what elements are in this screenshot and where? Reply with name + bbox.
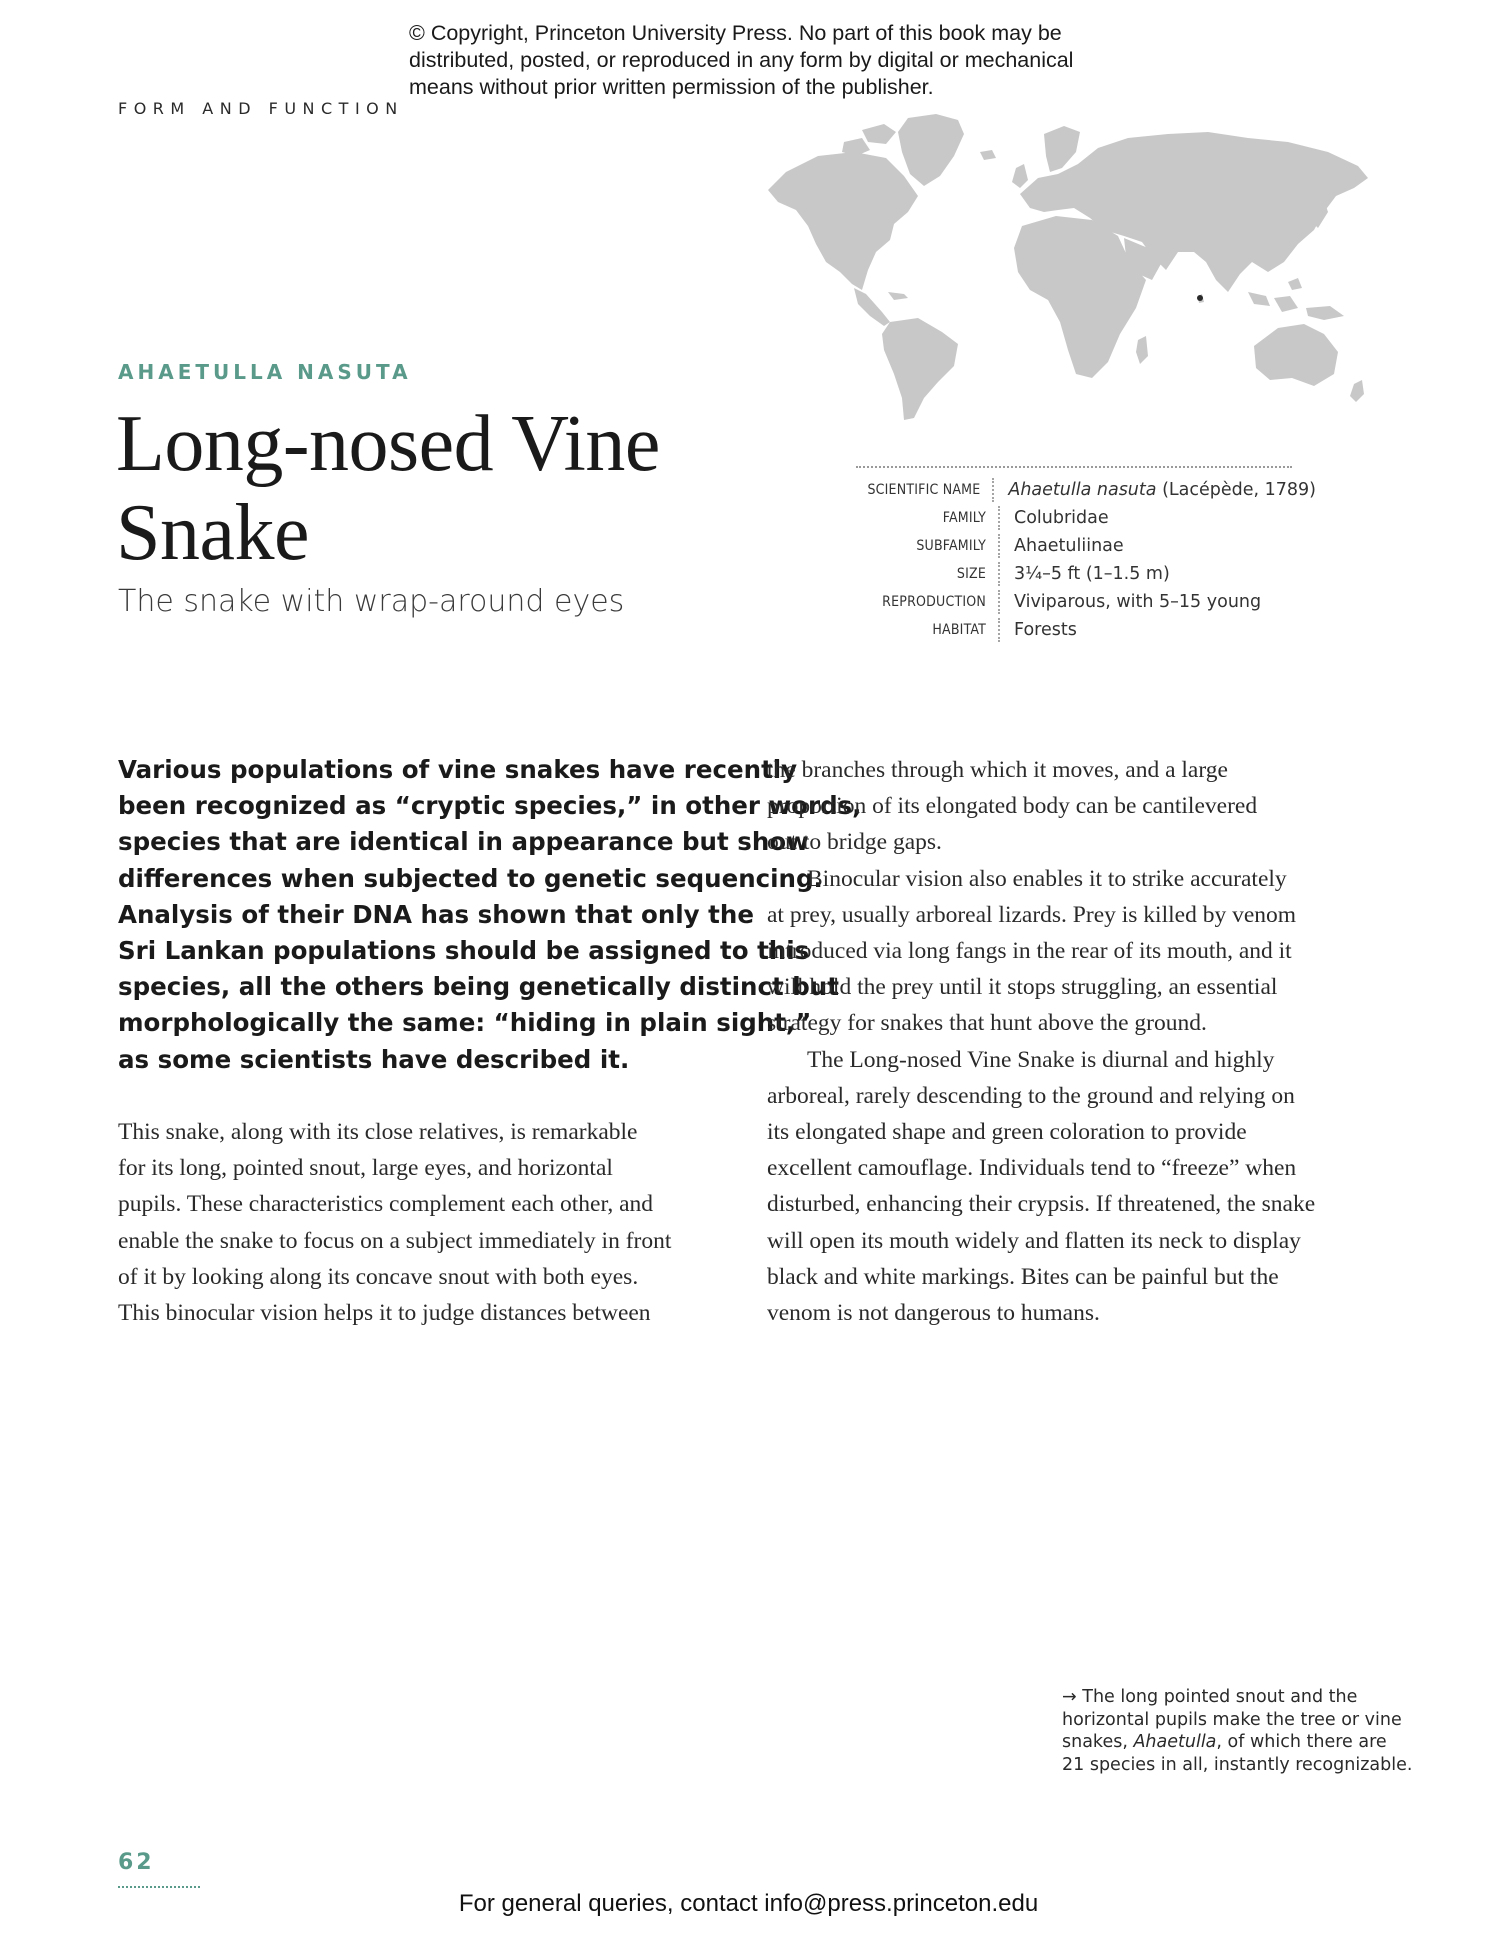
section-heading: FORM AND FUNCTION <box>118 99 404 118</box>
fact-value-text: (Lacépède, 1789) <box>1156 480 1316 500</box>
text-line: enable the snake to focus on a subject immediately in front <box>118 1227 672 1254</box>
text-line: strategy for snakes that hunt above the ground. <box>767 1010 1207 1037</box>
caption-text: The long pointed snout and the <box>1082 1687 1358 1707</box>
text-line: species, all the others being genetically distinct but <box>118 972 839 1002</box>
fact-value <box>1000 620 1077 640</box>
text-line: Analysis of their DNA has shown that only the <box>118 899 754 929</box>
text-line: will open its mouth widely and flatten its neck to display <box>767 1227 1301 1254</box>
text-line: Various populations of vine snakes have recently <box>118 755 798 784</box>
page-title <box>116 400 756 578</box>
text-line: black and white markings. Bites can be painful but the <box>767 1263 1279 1290</box>
fact-value-text: Viviparous, with 5–15 young <box>1014 592 1262 612</box>
text-line: morphologically the same: “hiding in plain sight,” <box>118 1008 812 1038</box>
fact-row-reproduction <box>856 588 1316 616</box>
fact-value-italic: Ahaetulla nasuta <box>1008 480 1157 500</box>
fact-row-habitat <box>856 616 1316 644</box>
range-marker-icon <box>1197 295 1203 301</box>
text-line: Sri Lankan populations should be assigned to this <box>118 936 810 966</box>
title-line: Long-nosed Vine <box>116 400 660 488</box>
copyright-line: © Copyright, Princeton University Press. No part of this book may be <box>409 21 1062 45</box>
fact-value <box>994 480 1316 500</box>
fact-value <box>1000 564 1170 584</box>
title-line: Snake <box>116 489 310 577</box>
fact-value-text: Colubridae <box>1014 508 1109 528</box>
fact-value-text: Forests <box>1014 620 1077 640</box>
text-line: introduced via long fangs in the rear of its mouth, and it <box>767 938 1292 965</box>
fact-value-text: Ahaetuliinae <box>1014 536 1124 556</box>
body-column-left <box>118 1114 738 1331</box>
page-number-underline <box>118 1886 200 1888</box>
text-line: of it by looking along its concave snout with both eyes. <box>118 1263 639 1290</box>
world-map-icon <box>758 112 1378 424</box>
fact-row-size <box>856 560 1316 588</box>
world-map-landmasses <box>768 114 1368 420</box>
fact-row-subfamily <box>856 532 1316 560</box>
text-line: arboreal, rarely descending to the ground and relying on <box>767 1082 1295 1109</box>
species-latin-heading: AHAETULLA NASUTA <box>118 360 412 384</box>
text-line: disturbed, enhancing their crypsis. If threatened, the snake <box>767 1191 1316 1218</box>
fact-label: REPRODUCTION <box>856 590 1000 614</box>
figure-caption <box>1062 1686 1413 1776</box>
caption-italic: Ahaetulla <box>1133 1732 1217 1752</box>
text-line: for its long, pointed snout, large eyes, and horizontal <box>118 1155 613 1182</box>
text-line: This snake, along with its close relatives, is remarkable <box>118 1119 638 1145</box>
copyright-notice <box>409 20 1109 101</box>
fact-label: SIZE <box>856 562 1000 586</box>
fact-row-family <box>856 504 1316 532</box>
text-line: species that are identical in appearance but show <box>118 827 809 857</box>
caption-line: 21 species in all, instantly recognizable. <box>1062 1754 1413 1775</box>
text-line: proportion of its elongated body can be cantilevered <box>767 793 1258 820</box>
footer-contact: For general queries, contact info@press.princeton.edu <box>458 1890 1039 1917</box>
species-facts-table <box>856 476 1316 644</box>
page-number: 62 <box>118 1850 155 1875</box>
text-line: at prey, usually arboreal lizards. Prey is killed by venom <box>767 901 1297 928</box>
text-line: This binocular vision helps it to judge distances between <box>118 1300 651 1327</box>
text-line: out to bridge gaps. <box>767 829 942 856</box>
facts-divider <box>856 466 1292 468</box>
caption-line <box>1062 1686 1392 1709</box>
text-line: pupils. These characteristics complement each other, and <box>118 1191 654 1218</box>
fact-value <box>1000 508 1109 528</box>
fact-label: SUBFAMILY <box>856 534 1000 558</box>
copyright-line: means without prior written permission of the publisher. <box>409 75 934 99</box>
text-line: been recognized as “cryptic species,” in other words, <box>118 791 862 821</box>
fact-value-text: 3¼–5 ft (1–1.5 m) <box>1014 564 1170 584</box>
fact-value <box>1000 592 1261 612</box>
caption-line <box>1062 1731 1392 1754</box>
caption-text: snakes, <box>1062 1732 1134 1752</box>
text-line: differences when subjected to genetic sequencing. <box>118 863 823 893</box>
text-line: will hold the prey until it stops struggling, an essential <box>767 974 1278 1001</box>
text-line: its elongated shape and green coloration to provide <box>767 1119 1247 1146</box>
text-line: venom is not dangerous to humans. <box>767 1300 1100 1327</box>
fact-label: HABITAT <box>856 618 1000 642</box>
fact-label: SCIENTIFIC NAME <box>856 478 994 502</box>
arrow-right-icon: → <box>1062 1687 1077 1707</box>
text-line: the branches through which it moves, and a large <box>767 757 1228 783</box>
fact-value <box>1000 536 1124 556</box>
text-line: excellent camouflage. Individuals tend to “freeze” when <box>767 1155 1297 1182</box>
page-subtitle: The snake with wrap-around eyes <box>118 584 625 619</box>
caption-text: , of which there are <box>1216 1732 1387 1752</box>
text-line: Binocular vision also enables it to strike accurately <box>807 865 1287 892</box>
fact-label: FAMILY <box>856 506 1000 530</box>
body-column-right <box>767 752 1387 1331</box>
text-line: The Long-nosed Vine Snake is diurnal and highly <box>807 1046 1275 1073</box>
fact-row-scientific-name <box>856 476 1316 504</box>
copyright-line: distributed, posted, or reproduced in any form by digital or mechanical <box>409 48 1074 72</box>
caption-line: horizontal pupils make the tree or vine <box>1062 1709 1402 1730</box>
text-line: as some scientists have described it. <box>118 1044 630 1074</box>
